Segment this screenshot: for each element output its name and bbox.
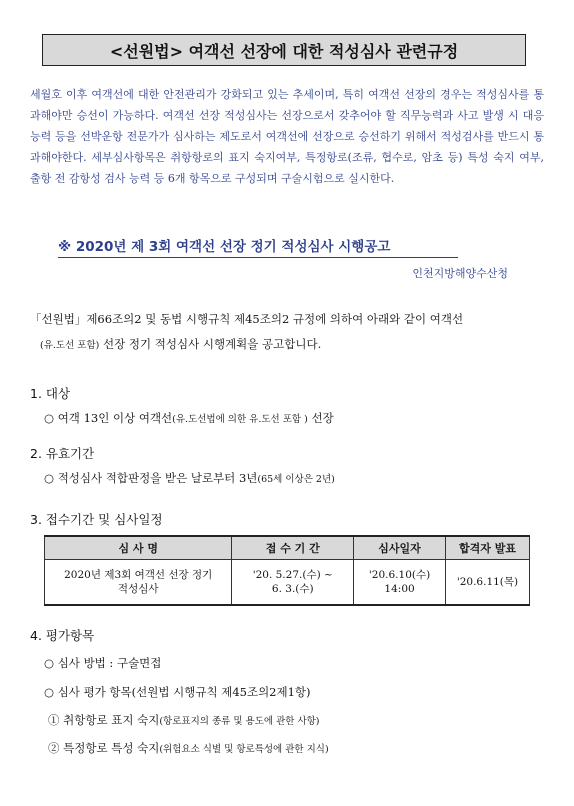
schedule-date-line2: 14:00 (384, 583, 415, 595)
schedule-cell-period (232, 560, 354, 606)
evaluation-item-2-small: (위험요소 식별 및 항로특성에 관한 지식) (159, 744, 329, 755)
section-target-heading: 1. 대상 (30, 386, 71, 401)
intro-paragraph: 세월호 이후 여객선에 대한 안전관리가 강화되고 있는 추세이며, 특히 여객선 선장의 경우는 적성심사를 통과해야만 승선이 가능하다. 여객선 선장 적성심사는 선장으로서 갖추어야 할 직무능력과 사고 발생 시 대응능력 등을 선박운항 전문가가 심사하는 제도로서 여객선에 선장으로 승선하기 위해서 적성검사를 반드시 통과해야한다. 세부심사항목은 취항항로의 표지 숙지여부, 특정항로(조류, 협수로, 암초 등) 특성 숙지 여부, 출항 전 감항성 검사 능력 등 6개 항목으로 구성되며 구술시험으로 실시한다. (30, 88, 544, 185)
validity-item-small: (65세 이상은 2년) (257, 474, 335, 485)
evaluation-item-2 (48, 740, 329, 756)
evaluation-item-2-main: ② 특정항로 특성 숙지 (48, 741, 160, 755)
document-title: <선원법> 여객선 선장에 대한 적성심사 관련규정 (42, 34, 526, 66)
schedule-header-row (45, 536, 530, 560)
schedule-date-line1: '20.6.10(수) (368, 569, 431, 581)
schedule-period-line2: 6. 3.(수) (271, 583, 314, 595)
validity-item-main: ○ 적성심사 적합판정을 받은 날로부터 3년 (44, 471, 258, 485)
section-schedule-heading: 3. 접수기간 및 심사일정 (30, 512, 163, 527)
target-item-end: 선장 (307, 411, 334, 425)
lead-line-2-rest: 선장 정기 적성심사 시행계획을 공고합니다. (99, 337, 322, 351)
schedule-header-announce: 합격자 발표 (446, 536, 530, 560)
schedule-cell-date (354, 560, 446, 606)
target-item-main: ○ 여객 13인 이상 여객선 (44, 411, 173, 425)
schedule-cell-announce: '20.6.11(목) (446, 560, 530, 606)
evaluation-items-label: ○ 심사 평가 항목(선원법 시행규칙 제45조의2제1항) (44, 685, 311, 699)
schedule-cell-name (45, 560, 232, 606)
lead-line-2-small: (유.도선 포함) (40, 340, 100, 351)
target-item-small: (유.도선법에 의한 유.도선 포함 ) (172, 414, 308, 425)
lead-line-2 (30, 332, 552, 358)
schedule-header-name: 심 사 명 (45, 536, 232, 560)
evaluation-item-1-small: (항로표지의 종류 및 용도에 관한 사항) (159, 716, 320, 727)
evaluation-method: ○ 심사 방법 : 구술면접 (44, 656, 162, 670)
section-validity-item (44, 470, 335, 486)
lead-paragraph (30, 307, 552, 358)
evaluation-item-1-main: ① 취항항로 표지 숙지 (48, 713, 160, 727)
issuing-agency: 인천지방해양수산청 (412, 267, 508, 280)
schedule-table (44, 535, 530, 606)
section-evaluation-heading: 4. 평가항목 (30, 628, 95, 643)
lead-line-1: 「선원법」제66조의2 및 동법 시행규칙 제45조의2 규정에 의하여 아래와 같이 여객선 (30, 312, 464, 326)
evaluation-item-1 (48, 712, 320, 728)
notice-title: ※ 2020년 제 3회 여객선 선장 정기 적성심사 시행공고 (58, 235, 458, 258)
schedule-header-date: 심사일자 (354, 536, 446, 560)
schedule-name-line1: 2020년 제3회 여객선 선장 정기 (64, 569, 213, 581)
schedule-header-period: 접 수 기 간 (232, 536, 354, 560)
section-validity-heading: 2. 유효기간 (30, 446, 95, 461)
table-row (45, 560, 530, 606)
schedule-period-line1: '20. 5.27.(수) ~ (252, 569, 333, 581)
schedule-name-line2: 적성심사 (117, 583, 159, 595)
section-target-item (44, 410, 334, 426)
